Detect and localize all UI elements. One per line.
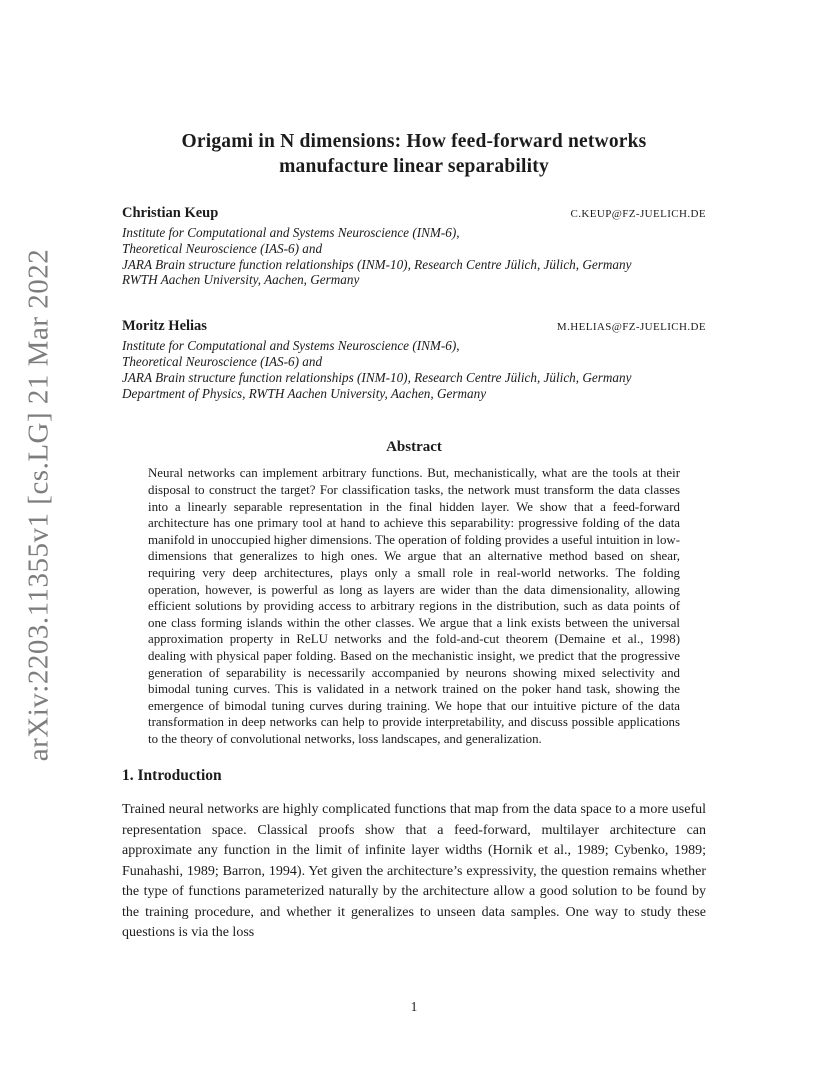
- author-email: M.HELIAS@FZ-JUELICH.DE: [556, 321, 706, 334]
- affiliation-line: Institute for Computational and Systems Neuroscience (INM-6),: [122, 338, 460, 354]
- affiliation-line: JARA Brain structure function relationships (INM-10), Research Centre Jülich, Jülich, Germany: [122, 256, 632, 272]
- affiliation-line: JARA Brain structure function relationships (INM-10), Research Centre Jülich, Jülich, Germany: [122, 369, 632, 385]
- author-affiliations: [122, 225, 706, 288]
- affiliation-line: Theoretical Neuroscience (IAS-6) and: [122, 240, 323, 256]
- arxiv-watermark: arXiv:2203.11355v1 [cs.LG] 21 Mar 2022: [22, 248, 55, 762]
- author-row: [122, 205, 706, 222]
- abstract-heading: Abstract: [386, 439, 442, 456]
- affiliation-line: Department of Physics, RWTH Aachen University, Aachen, Germany: [122, 385, 487, 401]
- author-name: Christian Keup: [122, 205, 219, 221]
- author-row: [122, 318, 706, 335]
- author-block-moritz-helias: [122, 318, 706, 401]
- section-heading-introduction: 1. Introduction: [122, 767, 222, 785]
- affiliation-line: RWTH Aachen University, Aachen, Germany: [122, 272, 360, 288]
- author-name: Moritz Helias: [122, 318, 207, 335]
- page-content: [122, 0, 706, 944]
- author-block-christian-keup: [122, 205, 706, 288]
- paper-title: [122, 129, 706, 179]
- author-affiliations: [122, 338, 706, 401]
- introduction-paragraph: Trained neural networks are highly complicated functions that map from the data space to a more useful representation space. Classical proofs show that a feed-forward, multilayer architecture can approximate any function in the limit of infinite layer widths (Hornik et al., 1989; Cybenko, 1989; Funahashi, 1989; Barron, 1994). Yet given the architecture’s expressivity, the question remains whether the type of functions parameterized naturally by the architecture allow a good solution to be found by the training procedure, and whether it generalizes to unseen data samples. One way to study these questions is via the loss: [122, 802, 706, 941]
- affiliation-line: Institute for Computational and Systems Neuroscience (INM-6),: [122, 225, 460, 240]
- paper-title-line1: Origami in N dimensions: How feed-forward networks: [181, 131, 647, 152]
- paper-title-line2: manufacture linear separability: [279, 156, 549, 177]
- affiliation-line: Theoretical Neuroscience (IAS-6) and: [122, 353, 323, 369]
- abstract-text: Neural networks can implement arbitrary functions. But, mechanistically, what are the tools at their disposal to construct the target? For classification tasks, the network must transform the data classes into a linearly separable representation in the final hidden layer. We show that a feed-forward architecture has one primary tool at hand to achieve this separability: progressive folding of the data manifold in unoccupied higher dimensions. The operation of folding provides a useful intuition in low-dimensions that generalizes to high ones. We argue that an alternative method based on shear, requiring very deep architectures, plays only a small role in real-world networks. The folding operation, however, is powerful as long as layers are wider than the data dimensionality, allowing efficient solutions by providing access to arbitrary regions in the distribution, such as data points of one class forming islands within the other classes. We argue that a link exists between the universal approximation property in ReLU networks and the fold-and-cut theorem (Demaine et al., 1998) dealing with physical paper folding. Based on the mechanistic insight, we predict that the progressive generation of separability is necessarily accompanied by neurons showing mixed selectivity and bimodal tuning curves. This is validated in a network trained on the poker hand task, showing the emergence of bimodal tuning curves during training. We hope that our intuitive picture of the data transformation in deep networks can help to provide interpretability, and discuss possible applications to the theory of convolutional networks, loss landscapes, and generalization.: [148, 466, 680, 746]
- author-email: C.KEUP@FZ-JUELICH.DE: [570, 208, 706, 220]
- page-number: 1: [410, 999, 418, 1014]
